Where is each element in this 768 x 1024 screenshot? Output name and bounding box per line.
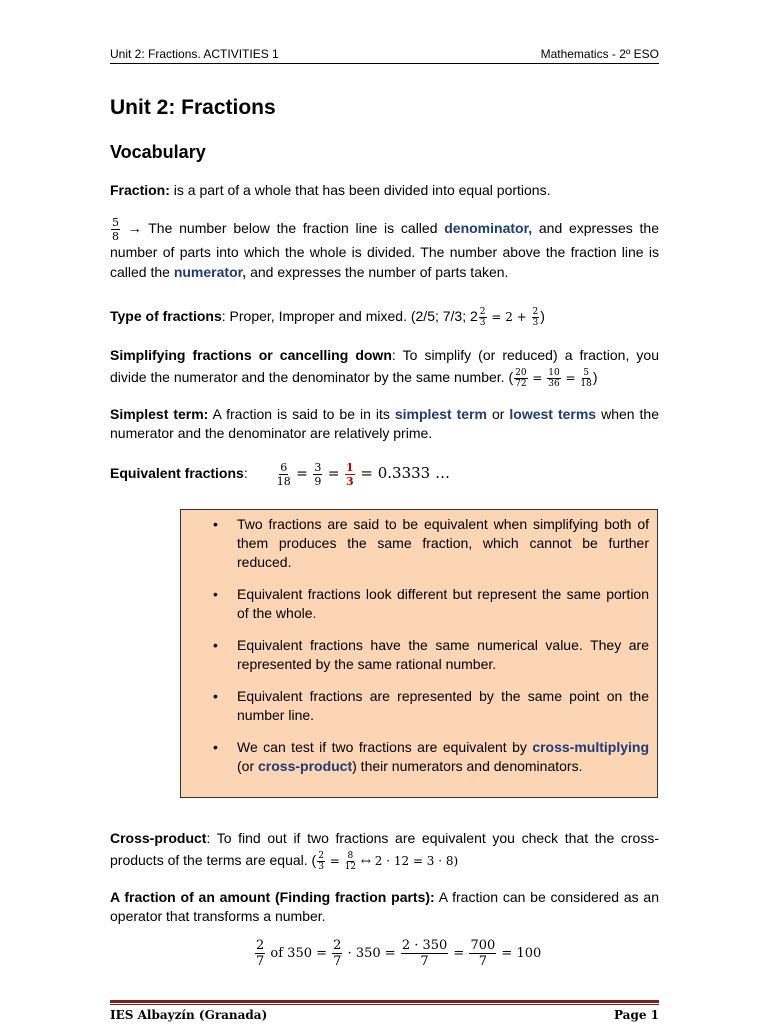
- list-item: • Equivalent fractions are represented by the same point on the number line.: [237, 687, 649, 725]
- fraction-five-eighths: $\frac{5}{8}$: [112, 216, 119, 243]
- simplest-fraction-red: $\frac{1}{3}$: [345, 460, 354, 488]
- header-left: Unit 2: Fractions. ACTIVITIES 1: [110, 47, 279, 61]
- fraction-term: Fraction:: [110, 182, 170, 198]
- page-header: [110, 47, 659, 64]
- fraction-of-amount-paragraph: A fraction of an amount (Finding fraction parts): A fraction can be considered as an operator that transforms a number.: [110, 889, 659, 924]
- mixed-fraction: $\frac{2}{3}$: [479, 307, 486, 328]
- page-number: Page 1: [613, 1008, 659, 1022]
- page-title: Unit 2: Fractions: [110, 96, 276, 119]
- equivalent-fractions-line: Equivalent fractions: $\frac{6}{18}$ = $\frac{3}{9}$ = $\frac{1}{3}$ = 0.3333 …: [110, 460, 450, 488]
- section-heading: Vocabulary: [110, 142, 206, 162]
- page-footer: [110, 1000, 659, 1024]
- footer-rule: [110, 1000, 659, 1003]
- fraction-of-amount-formula: $\frac{2}{7}$ of 350 = $\frac{2}{7}$ · 350 = $\frac{2 \cdot 350}{7}$ = $\frac{700}{7}$ = 100: [256, 938, 542, 969]
- footer-rule-thin: [110, 1004, 659, 1005]
- denominator-paragraph: $\frac{5}{8}$ → The number below the fraction line is called denominator, and expresses the number of parts into which the whole is divided. The number above the fraction line is called the numerator, and expresses the number of parts taken.: [110, 216, 660, 280]
- numerator-keyword: numerator,: [173, 263, 247, 280]
- fraction-definition: [110, 181, 659, 200]
- footer-school: IES Albayzín (Granada): [110, 1008, 268, 1022]
- properties-list: [181, 515, 657, 776]
- equivalent-fractions-box: [180, 509, 658, 798]
- fraction-text: is a part of a whole that has been divided into equal portions.: [169, 182, 551, 198]
- simplest-term-paragraph: Simplest term: A fraction is said to be in its simplest term or lowest terms when the numerator and the denominator are relatively prime.: [110, 406, 659, 441]
- list-item: • Equivalent fractions have the same numerical value. They are represented by the same rational number.: [237, 636, 649, 674]
- list-item: • We can test if two fractions are equivalent by cross-multiplying (or cross-product) their numerators and denominators.: [237, 738, 649, 776]
- cross-product-paragraph: Cross-product: To find out if two fractions are equivalent you check that the cross-products of the terms are equal. ( $\frac{2}{3}$ = $\frac{8}{12}$ ↔ 2 · 12 = 3 · 8): [110, 830, 659, 872]
- list-item: • Equivalent fractions look different but represent the same portion of the whole.: [237, 585, 649, 623]
- list-item: • Two fractions are said to be equivalent when simplifying both of them produces the same fraction, which cannot be further reduced.: [237, 515, 649, 572]
- types-of-fractions: Type of fractions: Proper, Improper and mixed. (2/5; 7/3; 2 $\frac{2}{3}$ = 2 + $\frac{2}{3}$ ): [110, 307, 545, 328]
- simplifying-paragraph: Simplifying fractions or cancelling down: To simplify (or reduced) a fraction, you divide the numerator and the denominator by the same number. ( $\frac{20}{72}$ = $\frac{10}{36}$ = $\frac{5}{18}$ ): [110, 347, 659, 389]
- header-right: Mathematics - 2º ESO: [540, 47, 659, 61]
- denominator-keyword: denominator,: [444, 220, 533, 237]
